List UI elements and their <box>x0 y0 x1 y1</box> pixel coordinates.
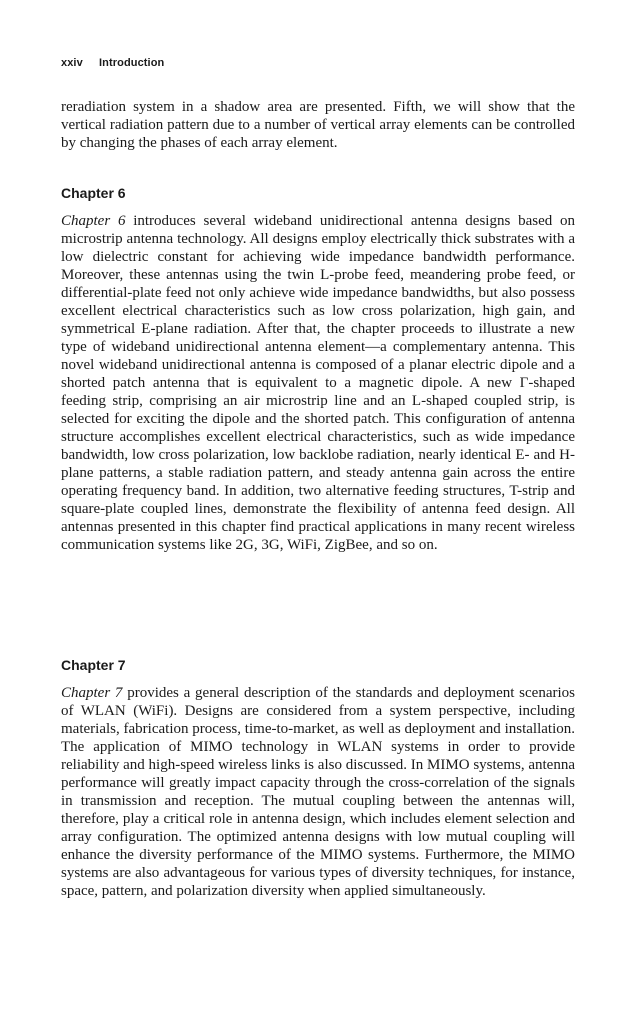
chapter-6-text: introduces several wideband unidirectional antenna designs based on microstrip antenna technology. All designs employ electrically thick substrates with a low dielectric constant for achieving wide impedance bandwidth performance. Moreover, these antennas using the twin L-probe feed, meandering probe feed, or differential-plate feed not only achieve wide impedance bandwidths, but also possess excellent electrical characteristics such as low cross polarization, high gain, and symmetrical E-plane radiation. After that, the chapter proceeds to illustrate a new type of wideband unidirectional antenna element—a complementary antenna. This novel wideband unidirectional antenna is composed of a planar electric dipole and a shorted patch antenna that is equivalent to a magnetic dipole. A new Γ-shaped feeding strip, comprising an air microstrip line and an L-shaped coupled strip, is selected for exciting the dipole and the shorted patch. This configuration of antenna structure accomplishes excellent electrical characteristics, such as wide impedance bandwidth, low cross polarization, low backlobe radiation, nearly identical E- and H-plane patterns, a stable radiation pattern, and steady antenna gain across the entire operating frequency band. In addition, two alternative feeding structures, T-strip and square-plate coupled lines, demonstrate the flexibility of antenna feed design. All antennas presented in this chapter find practical applications in many recent wireless communication systems like 2G, 3G, WiFi, ZigBee, and so on. <box>61 213 576 553</box>
page-number: xxiv <box>61 57 83 69</box>
intro-paragraph: reradiation system in a shadow area are presented. Fifth, we will show that the vertical radiation pattern due to a number of vertical array elements can be controlled by changing the phases of each array element. <box>61 99 575 151</box>
chapter-7-paragraph <box>61 684 575 900</box>
chapter-6-paragraph <box>61 212 575 554</box>
running-head-title: Introduction <box>99 57 165 69</box>
chapter-7-text: provides a general description of the standards and deployment scenarios of WLAN (WiFi). Designs are considered from a system perspective, including materials, fabrication process, time-to-market, as well as deployment and installation. The application of MIMO technology in WLAN systems in order to provide reliability and high-speed wireless links is also discussed. In MIMO systems, antenna performance will greatly impact capacity through the cross-correlation of the signals in transmission and reception. The mutual coupling between the antennas will, therefore, play a critical role in antenna design, which includes element selection and array configuration. The optimized antenna designs with low mutual coupling will enhance the diversity performance of the MIMO systems. Furthermore, the MIMO systems are also advantageous for various types of diversity techniques, for instance, space, pattern, and polarization diversity when applied simultaneously. <box>61 685 575 899</box>
intro-paragraph-block <box>61 98 575 152</box>
chapter-6-section <box>61 184 575 554</box>
chapter-6-lead: Chapter 6 <box>61 213 126 229</box>
chapter-7-heading: Chapter 7 <box>61 657 126 673</box>
running-head <box>61 57 164 69</box>
chapter-7-lead: Chapter 7 <box>61 685 123 701</box>
chapter-7-section <box>61 656 575 900</box>
chapter-6-heading: Chapter 6 <box>61 185 126 201</box>
